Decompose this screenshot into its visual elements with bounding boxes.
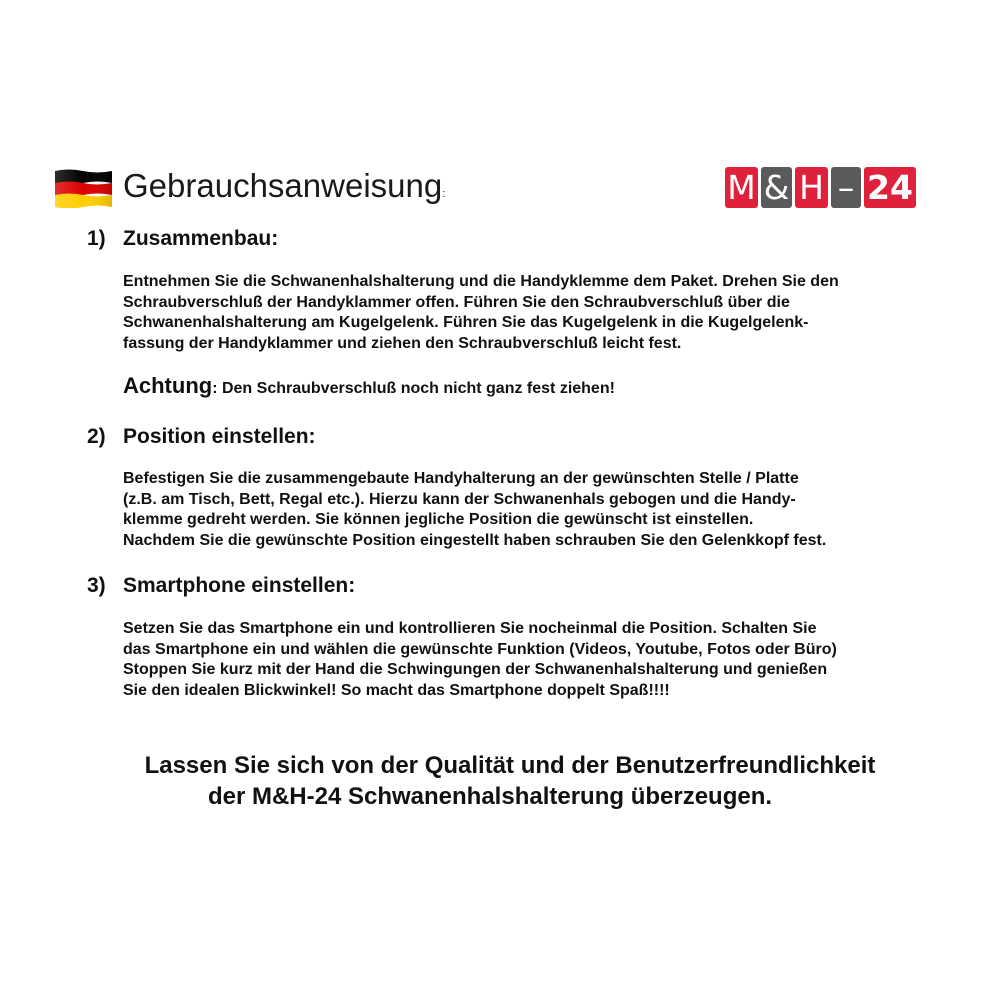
body-line: Schraubverschluß der Handyklammer offen. Führen Sie den Schraubverschluß über die [123,293,790,311]
logo-tile-h: H [795,167,828,208]
closing-line: der M&H-24 Schwanenhalshalterung überzeugen. [207,783,773,810]
section-heading-2 [87,425,316,449]
germany-flag-icon [55,169,112,208]
body-line: Stoppen Sie kurz mit der Hand die Schwingungen der Schwanenhalshalterung und genießen [123,661,828,678]
section-body-1 [123,272,913,354]
body-line: (z.B. am Tisch, Bett, Regal etc.). Hierzu kann der Schwanenhals gebogen und die Handy- [123,490,796,508]
section-body-3 [123,619,913,701]
section-body-2 [123,469,913,551]
mh24-logo [725,167,916,208]
logo-tile-dash: – [831,167,861,208]
body-line: das Smartphone ein und wählen die gewünschte Funktion (Videos, Youtube, Fotos oder Büro) [123,640,837,658]
body-line: Schwanenhalshalterung am Kugelgelenk. Führen Sie das Kugelgelenk in die Kugelgelenk- [123,314,809,331]
warning-note [123,373,615,399]
section-heading-3 [87,574,355,598]
section-number: 1) [87,227,106,250]
section-title: Position einstellen: [123,425,316,448]
section-number: 2) [87,425,106,448]
logo-tile-m: M [725,167,758,208]
body-line: Setzen Sie das Smartphone ein und kontrollieren Sie nocheinmal die Position. Schalten Sie [123,620,817,637]
body-line: Sie den idealen Blickwinkel! So macht das Smartphone doppelt Spaß!!!! [123,681,670,699]
body-line: fassung der Handyklammer und ziehen den Schraubverschluß leicht fest. [123,334,682,352]
page-title [123,166,445,214]
section-title: Smartphone einstellen: [123,574,356,597]
closing-statement [0,750,1000,812]
body-line: Entnehmen Sie die Schwanenhalshalterung und die Handyklemme dem Paket. Drehen Sie den [123,273,839,290]
section-number: 3) [87,574,106,597]
warning-text: : Den Schraubverschluß noch nicht ganz fest ziehen! [212,380,615,397]
section-heading-1 [87,227,278,251]
page-title-colon: : [442,188,446,200]
closing-line: Lassen Sie sich von der Qualität und der Benutzerfreundlichkeit [144,752,876,779]
warning-label: Achtung [123,373,213,398]
logo-tile-24: 24 [864,167,916,208]
page-title-text: Gebrauchsanweisung [123,167,443,204]
section-title: Zusammenbau: [123,227,279,250]
body-line: klemme gedreht werden. Sie können jegliche Position die gewünscht ist einstellen. [123,511,754,528]
logo-tile-ampersand: & [761,167,792,208]
body-line: Befestigen Sie die zusammengebaute Handyhalterung an der gewünschten Stelle / Platte [123,470,799,487]
body-line: Nachdem Sie die gewünschte Position eingestellt haben schrauben Sie den Gelenkkopf fest. [123,531,827,549]
